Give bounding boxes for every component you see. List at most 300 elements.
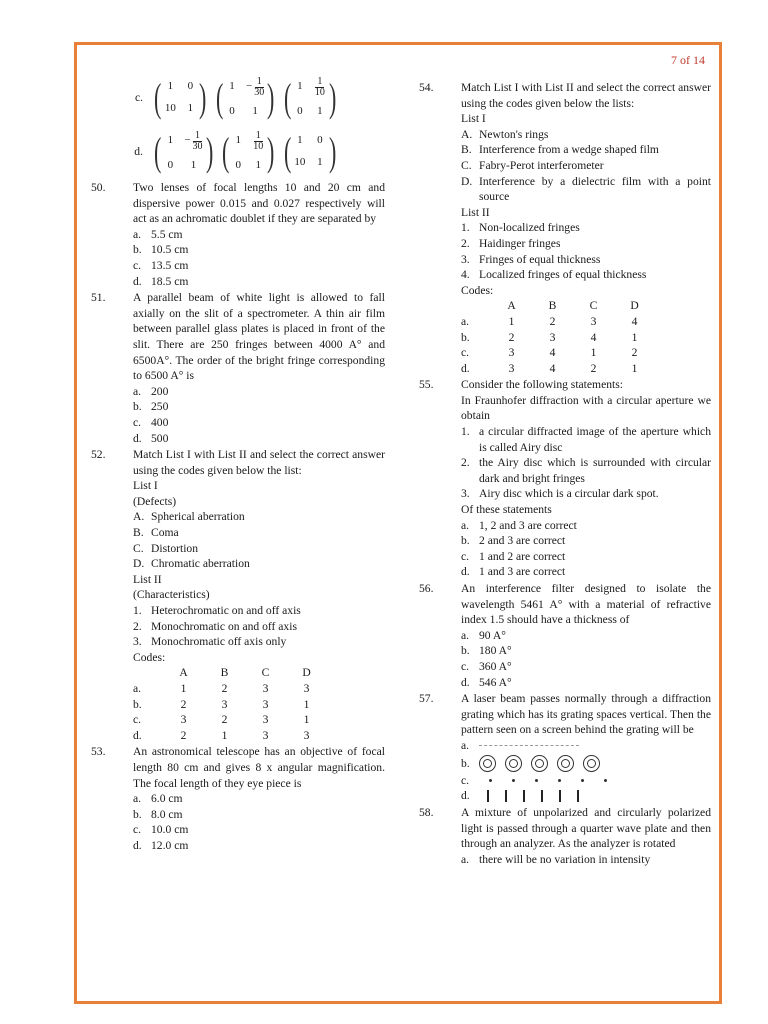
list-item: [461, 549, 711, 565]
fraction: [193, 131, 203, 152]
matrix-entry: 1: [317, 156, 323, 168]
codes-title: Codes:: [461, 283, 494, 297]
pattern-fringes-horizontal: [479, 745, 579, 746]
list-item: [133, 227, 385, 243]
question-text: An astronomical telescope has an objective of focal length 80 cm and gives 8 x angular magnification. The focal length of they eye piece is: [133, 745, 385, 790]
list-item: [461, 158, 711, 174]
item-label: b.: [133, 243, 142, 257]
list-item: [133, 509, 385, 525]
matrix-grid: [294, 133, 326, 170]
item-text: 400: [151, 415, 169, 429]
matrix-entry: [184, 131, 202, 152]
item-label: b.: [133, 807, 142, 821]
list2-title: List II: [133, 572, 162, 586]
dot-icon: [558, 779, 561, 782]
question-text: An interference filter designed to isolate the wavelength 5461 A° with a material of refractive index 1.5 should have a thickness of: [461, 582, 711, 627]
item-label: c.: [133, 258, 142, 272]
item-label: d.: [461, 565, 470, 579]
matrix-entry: 1: [190, 158, 197, 171]
option-label: d.: [461, 789, 470, 803]
codes-value: 2: [508, 330, 515, 344]
item-label: 3.: [461, 252, 470, 266]
codes-option-label: d.: [461, 361, 470, 375]
question-58: [419, 805, 711, 867]
right-paren: ): [205, 129, 213, 174]
codes-corner: [133, 665, 163, 681]
codes-value: 1: [631, 330, 638, 344]
option-label: b.: [461, 757, 470, 771]
item-label: a.: [133, 227, 142, 241]
right-column: [419, 79, 711, 867]
item-text: Interference from a wedge shaped film: [479, 143, 659, 157]
question-51: [91, 290, 385, 446]
item-text: Interference by a dielectric film with a point source: [479, 174, 711, 204]
item-text: 90 A°: [479, 628, 506, 642]
option-a: [461, 738, 711, 754]
question-number: 52.: [91, 448, 106, 462]
matrix: [151, 75, 210, 120]
list-item: [133, 384, 385, 400]
item-text: 1 and 3 are correct: [479, 565, 566, 579]
codes-value: 1: [303, 697, 310, 711]
option-label: c.: [134, 91, 143, 105]
item-label: a.: [461, 518, 470, 532]
line-icon: [577, 790, 579, 802]
item-text: 2 and 3 are correct: [479, 534, 566, 548]
list2-subtitle: (Characteristics): [133, 588, 210, 602]
list-item: [461, 142, 711, 158]
fraction-denominator: 30: [192, 140, 203, 152]
question-text: Match List I with List II and select the correct answer using the codes given below the list:: [133, 448, 385, 477]
codes-value: 3: [262, 728, 269, 742]
list-item: [133, 525, 385, 541]
left-paren: (: [221, 129, 230, 174]
item-text: Heterochromatic on and off axis: [151, 604, 301, 618]
item-label: d.: [133, 431, 142, 445]
matrix-entry: 0: [187, 80, 194, 93]
list-item: [461, 852, 711, 868]
item-label: 2.: [461, 236, 470, 250]
list-item: [461, 518, 711, 534]
list-item: [133, 838, 385, 854]
option-label: c.: [461, 774, 470, 788]
matrix-entry: 1: [187, 102, 194, 114]
question-54: [419, 80, 711, 376]
item-label: c.: [133, 823, 142, 837]
codes-value: 3: [508, 361, 515, 375]
item-text: Fringes of equal thickness: [479, 252, 601, 266]
item-text: Localized fringes of equal thickness: [479, 268, 647, 282]
question-number: 57.: [419, 692, 434, 706]
item-text: 1, 2 and 3 are correct: [479, 518, 577, 532]
item-text: 200: [151, 384, 169, 398]
right-paren: ): [267, 129, 275, 174]
list-item: [461, 236, 711, 252]
fraction-numerator: 1: [317, 75, 323, 87]
item-text: Newton's rings: [479, 127, 549, 141]
minus-sign: −: [245, 80, 253, 93]
matrix-entry: 1: [235, 134, 241, 147]
option-c: [461, 774, 711, 788]
codes-value: 4: [549, 346, 556, 360]
question-number: 58.: [419, 805, 434, 819]
item-label: 3.: [133, 635, 142, 649]
item-text: 360 A°: [479, 659, 512, 673]
matrix-entry: 0: [235, 158, 241, 171]
item-label: 1.: [461, 221, 470, 235]
minus-sign: −: [184, 134, 191, 147]
right-paren: ): [328, 75, 337, 120]
question-text: A mixture of unpolarized and circularly polarized light is passed through a quarter wave plate and then through an analyzer. As the analyzer is rotated: [461, 805, 711, 851]
codes-value: 4: [631, 314, 638, 328]
list1-subtitle: (Defects): [133, 494, 177, 508]
item-label: c.: [461, 659, 470, 673]
list-item: [133, 619, 385, 635]
list-item: [461, 675, 711, 691]
codes-header: D: [302, 666, 311, 680]
codes-value: 1: [303, 713, 310, 727]
codes-option-label: b.: [133, 697, 142, 711]
question-text: Match List I with List II and select the correct answer using the codes given below the lists:: [461, 81, 711, 110]
matrix-entry: 1: [167, 80, 174, 93]
codes-value: 1: [508, 314, 515, 328]
matrix-entry: 1: [255, 158, 261, 171]
question-57: [419, 691, 711, 804]
right-paren: ): [267, 75, 275, 120]
list1-items: [133, 509, 385, 571]
codes-value: 3: [303, 682, 310, 695]
codes-value: 1: [221, 728, 228, 742]
options: [461, 518, 711, 580]
matrix-entry: [252, 131, 264, 152]
item-text: 18.5 cm: [151, 274, 189, 288]
matrix-entry: 0: [167, 158, 174, 171]
item-text: the Airy disc which is surrounded with circular dark and bright fringes: [479, 456, 711, 485]
item-text: Haidinger fringes: [479, 236, 561, 250]
list-item: [461, 564, 711, 580]
codes-table: [461, 298, 655, 376]
list-item: [133, 274, 385, 290]
list-item: [461, 486, 711, 502]
left-paren: (: [283, 129, 291, 174]
options: [461, 628, 711, 690]
matrix-entry: 1: [252, 104, 258, 117]
list-item: [133, 242, 385, 258]
line-icon: [541, 790, 543, 802]
list-item: [461, 252, 711, 268]
item-label: 2.: [133, 619, 142, 633]
codes-row: [461, 345, 655, 361]
option-label: a.: [461, 739, 470, 753]
line-icon: [523, 790, 525, 802]
item-text: Monochromatic on and off axis: [151, 619, 297, 633]
question-56: [419, 581, 711, 690]
item-label: 2.: [461, 456, 470, 470]
list1-items: [461, 127, 711, 205]
matrix-entry: 1: [167, 134, 174, 147]
codes-header: C: [589, 299, 598, 313]
question-55: [419, 377, 711, 580]
codes-row: [133, 728, 327, 744]
item-label: B.: [133, 526, 144, 540]
item-text: Spherical aberration: [151, 510, 245, 524]
page-frame: [74, 42, 722, 1004]
item-label: B.: [461, 143, 472, 157]
question-text-3: Of these statements: [461, 503, 552, 517]
matrix-entry: 1: [229, 80, 235, 93]
matrix: [281, 77, 340, 120]
fraction: [315, 77, 325, 98]
list-item: [133, 634, 385, 650]
item-text: 6.0 cm: [151, 792, 183, 806]
codes-row: [133, 697, 327, 713]
options: [133, 384, 385, 446]
codes-value: 2: [221, 713, 228, 727]
matrix-entry: 0: [229, 104, 235, 117]
item-text: 546 A°: [479, 675, 512, 689]
ring-icon: [479, 755, 496, 772]
ring-icon: [583, 755, 600, 772]
item-text: Coma: [151, 526, 179, 540]
codes-value: 3: [180, 713, 187, 727]
item-label: d.: [133, 274, 142, 288]
options: [133, 227, 385, 289]
codes-value: 3: [262, 713, 269, 727]
right-paren: ): [199, 75, 207, 120]
dot-icon: [535, 779, 538, 782]
item-text: Chromatic aberration: [151, 557, 250, 571]
list-item: [461, 127, 711, 143]
codes-value: 3: [262, 682, 269, 695]
codes-title: Codes:: [133, 650, 166, 664]
matrix: [213, 77, 278, 120]
codes-option-label: b.: [461, 330, 470, 344]
list-item: [461, 533, 711, 549]
matrix-grid: [164, 79, 196, 116]
left-column: [91, 71, 385, 854]
item-label: b.: [133, 400, 142, 414]
codes-value: 2: [631, 346, 638, 360]
line-icon: [505, 790, 507, 802]
pattern-dots: [479, 779, 617, 782]
codes-table: [133, 665, 327, 743]
fraction: [254, 77, 264, 98]
list-item: [461, 455, 711, 486]
codes-value: 4: [549, 361, 556, 375]
matrix-grid: [294, 77, 326, 120]
fraction-numerator: 1: [195, 129, 201, 141]
option-d: [461, 788, 711, 804]
list-item: [133, 556, 385, 572]
item-text: a circular diffracted image of the aperture which is called Airy disc: [479, 425, 711, 454]
item-text: Distortion: [151, 541, 199, 555]
matrix: [151, 131, 216, 174]
statements: [461, 424, 711, 502]
codes-value: 3: [590, 314, 597, 328]
codes-value: 1: [631, 361, 638, 375]
matrix-product-d: [151, 131, 342, 174]
options: [461, 852, 711, 868]
dot-icon: [604, 779, 607, 782]
fraction-denominator: 30: [254, 86, 265, 98]
list-item: [461, 628, 711, 644]
item-text: 500: [151, 431, 169, 445]
codes-value: 3: [303, 728, 310, 742]
codes-header: A: [507, 299, 516, 313]
item-label: a.: [461, 628, 470, 642]
page-number: 7 of 14: [671, 53, 705, 67]
question-text-2: In Fraunhofer diffraction with a circular aperture we obtain: [461, 393, 711, 423]
codes-value: 2: [221, 682, 228, 695]
item-text: 10.5 cm: [151, 243, 189, 257]
left-paren: (: [215, 75, 223, 120]
codes-value: 1: [590, 346, 597, 360]
codes-row: [461, 314, 655, 330]
item-label: A.: [133, 510, 145, 524]
left-paren: (: [153, 129, 162, 174]
question-number: 51.: [91, 291, 106, 305]
left-paren: (: [153, 75, 162, 120]
matrix: [219, 131, 278, 174]
item-text: Monochromatic off axis only: [151, 635, 287, 649]
codes-value: 2: [180, 728, 187, 742]
codes-option-label: d.: [133, 728, 142, 742]
list-item: [461, 424, 711, 455]
item-label: b.: [461, 644, 470, 658]
question-number: 50.: [91, 181, 106, 194]
item-label: A.: [461, 127, 473, 141]
question-52: [91, 447, 385, 743]
codes-option-label: c.: [461, 346, 470, 360]
fraction-denominator: 10: [253, 140, 264, 152]
codes-row: [133, 681, 327, 697]
codes-value: 2: [180, 697, 187, 711]
codes-header: D: [630, 299, 639, 313]
matrix-grid: [232, 131, 264, 174]
matrix-entry: 1: [297, 80, 303, 93]
item-label: b.: [461, 534, 470, 548]
line-icon: [559, 790, 561, 802]
codes-value: 3: [221, 697, 228, 711]
list-item: [461, 643, 711, 659]
item-label: c.: [133, 415, 142, 429]
option-label: d.: [134, 145, 143, 159]
item-text: Airy disc which is a circular dark spot.: [479, 487, 659, 501]
pattern-vertical-lines: [479, 790, 587, 802]
item-label: 1.: [133, 604, 142, 618]
question-text: A parallel beam of white light is allowed to fall axially on the slit of a spectrometer. A thin air film between parallel glass plates is placed in front of the slit. There are 250 fringes between 4000 A° and 6500A°. The order of the bright fringe corresponding to 6500 A° is: [133, 291, 385, 383]
item-label: 4.: [461, 268, 470, 282]
codes-row: [133, 712, 327, 728]
q49-option-c: [91, 71, 385, 125]
question-text: A laser beam passes normally through a diffraction grating which has its grating spaces vertical. Then the pattern seen on a screen behind the grating will be: [461, 692, 711, 737]
fraction: [253, 131, 263, 152]
matrix-product-c: [151, 77, 342, 120]
options: [133, 791, 385, 853]
matrix: [281, 129, 340, 174]
item-text: 13.5 cm: [151, 258, 189, 272]
list-item: [133, 791, 385, 807]
item-text: 8.0 cm: [151, 807, 183, 821]
codes-header: B: [548, 299, 557, 313]
question-text: Two lenses of focal lengths 10 and 20 cm and dispersive power 0.015 and 0.027 respectively will act as an achromatic doublet if they are separated by: [133, 181, 385, 226]
item-label: 1.: [461, 425, 470, 439]
item-text: 5.5 cm: [151, 227, 183, 241]
item-text: 1 and 2 are correct: [479, 549, 566, 563]
list-item: [133, 603, 385, 619]
item-label: a.: [133, 792, 142, 806]
list-item: [461, 220, 711, 236]
item-label: c.: [461, 549, 470, 563]
list-item: [461, 659, 711, 675]
codes-value: 1: [180, 682, 187, 695]
codes-header: A: [179, 666, 188, 680]
item-text: Non-localized fringes: [479, 221, 580, 235]
matrix-entry: [314, 77, 326, 98]
item-label: D.: [133, 557, 145, 571]
list2-items: [133, 603, 385, 650]
codes-value: 4: [590, 330, 597, 344]
item-text: 250: [151, 400, 169, 414]
list2-title: List II: [461, 205, 490, 219]
question-50: [91, 180, 385, 289]
item-label: C.: [133, 541, 144, 555]
codes-option-label: a.: [133, 682, 142, 695]
codes-option-label: c.: [133, 713, 142, 727]
question-number: 56.: [419, 582, 434, 595]
pattern-rings: [479, 755, 600, 772]
list-item: [461, 174, 711, 205]
ring-icon: [505, 755, 522, 772]
matrix-entry: 1: [297, 134, 303, 147]
item-label: d.: [461, 675, 470, 689]
question-53: [91, 744, 385, 853]
line-icon: [487, 790, 489, 802]
question-text: Consider the following statements:: [461, 378, 623, 392]
list1-title: List I: [133, 479, 158, 493]
ring-icon: [531, 755, 548, 772]
item-text: 180 A°: [479, 644, 512, 658]
list-item: [461, 267, 711, 283]
list-item: [133, 399, 385, 415]
list-item: [133, 807, 385, 823]
ring-icon: [557, 755, 574, 772]
question-number: 53.: [91, 745, 106, 759]
dot-icon: [512, 779, 515, 782]
codes-row: [461, 361, 655, 377]
list2-items: [461, 220, 711, 282]
list-item: [133, 431, 385, 447]
matrix-entry: 10: [164, 102, 176, 114]
matrix-entry: 0: [297, 104, 303, 117]
list1-title: List I: [461, 112, 486, 126]
list-item: [133, 541, 385, 557]
codes-row: [461, 330, 655, 346]
item-text: there will be no variation in intensity: [479, 852, 651, 866]
codes-option-label: a.: [461, 314, 470, 328]
fraction-denominator: 10: [314, 86, 325, 98]
codes-corner: [461, 298, 491, 314]
matrix-entry: 10: [294, 156, 306, 168]
matrix-entry: 0: [317, 134, 323, 147]
item-label: 3.: [461, 487, 470, 501]
codes-header: C: [261, 666, 270, 680]
item-text: 10.0 cm: [151, 823, 189, 837]
fraction-numerator: 1: [256, 75, 262, 87]
item-text: 12.0 cm: [151, 838, 189, 852]
question-number: 55.: [419, 378, 434, 392]
dot-icon: [581, 779, 584, 782]
